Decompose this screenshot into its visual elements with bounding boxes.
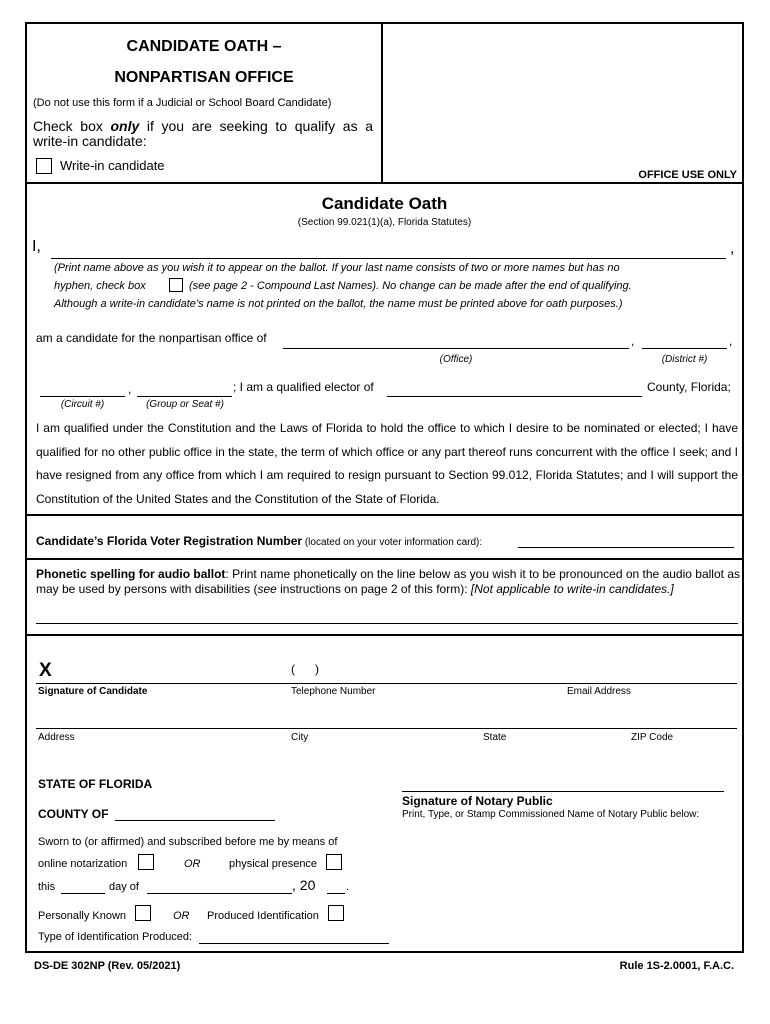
type-of-identification-label: Type of Identification Produced: <box>38 931 193 943</box>
day-line[interactable] <box>61 893 105 894</box>
county-florida-label: County, Florida; <box>647 380 731 394</box>
office-comma: , <box>631 334 635 348</box>
candidate-name-line[interactable] <box>51 258 726 259</box>
address-label: Address <box>38 732 75 743</box>
signature-x-mark: X <box>39 660 52 681</box>
voter-bottom-rule <box>27 558 742 560</box>
writein-checkbox[interactable] <box>36 158 52 174</box>
header-divider <box>381 24 383 182</box>
state-label: State <box>483 732 507 743</box>
form-number: DS-DE 302NP (Rev. 05/2021) <box>34 960 181 972</box>
online-notarization-label: online notarization <box>38 858 128 870</box>
year-period: . <box>346 881 350 893</box>
county-of-line[interactable] <box>115 820 275 821</box>
oath-body: I am qualified under the Constitution and the Laws of Florida to hold the office to which I desire to be nominated or elected; I have qualified for no other public office in the state, the term of which office or any part thereof runs concurrent with the office I seek; and I have resigned from any office from which I am required to resign pursuant to Section 99.012, Florida Statutes; and I will support the Constitution of the United States and the Constitution of the State of Florida. <box>36 421 738 506</box>
name-trailing-comma: , <box>730 240 735 257</box>
year-line[interactable] <box>327 893 345 894</box>
address-line[interactable] <box>36 728 737 729</box>
office-line[interactable] <box>283 348 629 349</box>
personally-known-checkbox[interactable] <box>135 905 151 921</box>
day-of-label: day of <box>109 881 139 893</box>
city-label: City <box>291 732 309 743</box>
compound-name-checkbox[interactable] <box>169 278 183 292</box>
produced-identification-checkbox[interactable] <box>328 905 344 921</box>
oath-title: Candidate Oath <box>321 194 448 213</box>
or-label-2: OR <box>173 910 190 922</box>
phone-parens: ( ) <box>291 662 319 676</box>
form-usage-note: (Do not use this form if a Judicial or School Board Candidate) <box>33 97 332 109</box>
phonetic-see: see <box>257 582 277 596</box>
voter-registration-label <box>36 534 482 548</box>
writein-instruction-pre: Check box <box>33 118 111 134</box>
county-of-label: COUNTY OF <box>38 807 109 821</box>
elector-label: ; I am a qualified elector of <box>233 380 374 394</box>
writein-label: Write-in candidate <box>60 158 165 173</box>
oath-bottom-rule <box>27 514 742 516</box>
print-note-3: Although a write-in candidate’s name is not printed on the ballot, the name must be printed above for oath purposes.) <box>54 298 623 310</box>
district-line[interactable] <box>642 348 727 349</box>
signature-line[interactable] <box>36 683 737 684</box>
voter-registration-rest: (located on your voter information card): <box>302 537 483 548</box>
phonetic-text-1: : Print name phonetically on the line below as you wish it to be pronounced on the audio ballot as may be used by persons with disabilities ( <box>36 567 740 596</box>
print-note-2a: hyphen, check box <box>54 280 146 292</box>
phonetic-text <box>36 567 740 597</box>
sworn-text: Sworn to (or affirmed) and subscribed before me by means of <box>38 836 338 848</box>
voter-registration-bold: Candidate’s Florida Voter Registration Number <box>36 534 303 548</box>
online-notarization-checkbox[interactable] <box>138 854 154 870</box>
writein-instruction-post: if you are seeking to qualify as a write-in candidate: <box>33 118 373 149</box>
rule-citation: Rule 1S-2.0001, F.A.C. <box>619 960 734 972</box>
form-title-line2: NONPARTISAN OFFICE <box>114 69 294 86</box>
header-bottom-rule <box>27 182 742 184</box>
group-line[interactable] <box>137 396 232 397</box>
state-of-florida: STATE OF FLORIDA <box>38 777 153 791</box>
phonetic-bold: Phonetic spelling for audio ballot <box>36 567 226 581</box>
physical-presence-label: physical presence <box>229 858 318 870</box>
circuit-caption: (Circuit #) <box>60 399 105 410</box>
office-use-only: OFFICE USE ONLY <box>638 169 737 181</box>
form-title-line1: CANDIDATE OATH – <box>126 38 282 55</box>
voter-registration-line[interactable] <box>518 547 734 548</box>
oath-statute: (Section 99.021(1)(a), Florida Statutes) <box>297 217 472 228</box>
personally-known-label: Personally Known <box>38 910 127 922</box>
produced-identification-label: Produced Identification <box>207 910 319 922</box>
telephone-number-label: Telephone Number <box>291 686 376 697</box>
phonetic-bottom-rule <box>27 634 742 636</box>
phonetic-line[interactable] <box>36 623 738 624</box>
county-line[interactable] <box>387 396 642 397</box>
email-address-label: Email Address <box>567 686 631 697</box>
physical-presence-checkbox[interactable] <box>326 854 342 870</box>
zip-code-label: ZIP Code <box>631 732 674 743</box>
writein-instruction <box>33 119 373 149</box>
circuit-comma: , <box>128 382 132 396</box>
year-prefix: , 20 <box>292 877 316 893</box>
print-notary-name-label: Print, Type, or Stamp Commissioned Name of Notary Public below: <box>402 809 700 820</box>
phonetic-text-2: instructions on page 2 of this form): <box>276 582 471 596</box>
or-label-1: OR <box>184 858 201 870</box>
signature-of-candidate: Signature of Candidate <box>38 686 148 697</box>
notary-signature-line[interactable] <box>402 791 724 792</box>
type-of-identification-line[interactable] <box>199 943 389 944</box>
this-label: this <box>38 881 56 893</box>
writein-instruction-only: only <box>110 118 140 134</box>
group-caption: (Group or Seat #) <box>146 399 224 410</box>
print-note-1: (Print name above as you wish it to appear on the ballot. If your last name consists of two or more names but has no <box>54 262 620 274</box>
candidate-oath-form <box>25 22 744 953</box>
district-comma: , <box>729 334 733 348</box>
month-line[interactable] <box>147 893 292 894</box>
office-caption: (Office) <box>439 354 473 365</box>
circuit-line[interactable] <box>40 396 125 397</box>
district-caption: (District #) <box>661 354 708 365</box>
phonetic-not-applicable: [Not applicable to write-in candidates.] <box>470 582 674 596</box>
candidate-for-label: am a candidate for the nonpartisan office of <box>36 331 267 345</box>
i-label: I, <box>32 238 41 255</box>
signature-of-notary-label: Signature of Notary Public <box>402 794 553 808</box>
print-note-2b: (see page 2 - Compound Last Names). No change can be made after the end of qualifying. <box>189 280 632 292</box>
